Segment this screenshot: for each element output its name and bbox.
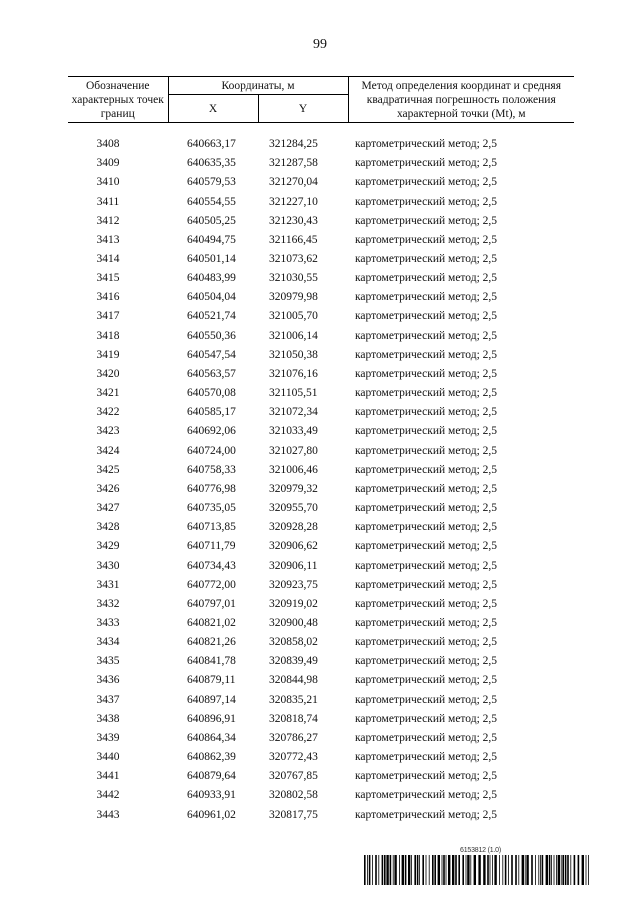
y-coordinate-cell: 321284,25 <box>269 138 318 151</box>
x-coordinate-cell: 640758,33 <box>187 463 236 476</box>
method-cell: картометрический метод; 2,5 <box>355 138 498 151</box>
method-cell: картометрический метод; 2,5 <box>355 578 498 591</box>
point-id-cell: 3436 <box>96 674 120 687</box>
method-cell: картометрический метод; 2,5 <box>355 310 498 323</box>
y-coordinate-cell: 321072,34 <box>269 406 318 419</box>
point-id-cell: 3439 <box>96 731 120 744</box>
x-coordinate-cell: 640554,55 <box>187 195 236 208</box>
y-coordinate-cell: 320818,74 <box>269 712 318 725</box>
y-coordinate-cell: 321270,04 <box>269 176 318 189</box>
y-coordinate-cell: 320979,32 <box>269 482 318 495</box>
y-coordinate-cell: 321227,10 <box>269 195 318 208</box>
table-row <box>68 442 574 461</box>
y-coordinate-cell: 321006,14 <box>269 329 318 342</box>
point-id-cell: 3410 <box>96 176 120 189</box>
x-coordinate-cell: 640635,35 <box>187 157 236 170</box>
table-row <box>68 786 574 805</box>
point-id-cell: 3427 <box>96 502 120 515</box>
point-id-cell: 3419 <box>96 348 120 361</box>
x-coordinate-cell: 640563,57 <box>187 367 236 380</box>
x-coordinate-cell: 640570,08 <box>187 387 236 400</box>
y-coordinate-cell: 320786,27 <box>269 731 318 744</box>
x-coordinate-cell: 640735,05 <box>187 502 236 515</box>
table-row <box>68 403 574 422</box>
y-coordinate-cell: 321033,49 <box>269 425 318 438</box>
x-coordinate-cell: 640579,53 <box>187 176 236 189</box>
x-coordinate-cell: 640734,43 <box>187 559 236 572</box>
y-coordinate-cell: 320858,02 <box>269 636 318 649</box>
table-row <box>68 231 574 250</box>
method-cell: картометрический метод; 2,5 <box>355 789 498 802</box>
table-row <box>68 307 574 326</box>
x-coordinate-cell: 640724,00 <box>187 444 236 457</box>
point-id-cell: 3420 <box>96 367 120 380</box>
x-coordinate-cell: 640821,26 <box>187 636 236 649</box>
y-coordinate-cell: 320839,49 <box>269 655 318 668</box>
point-id-cell: 3417 <box>96 310 120 323</box>
method-cell: картометрический метод; 2,5 <box>355 348 498 361</box>
method-cell: картометрический метод; 2,5 <box>355 272 498 285</box>
header-point-id: Обозначение характерных точек границ <box>68 77 168 123</box>
y-coordinate-cell: 321166,45 <box>269 233 318 246</box>
table-row <box>68 269 574 288</box>
table-row <box>68 499 574 518</box>
y-coordinate-cell: 320767,85 <box>269 770 318 783</box>
method-cell: картометрический метод; 2,5 <box>355 521 498 534</box>
x-coordinate-cell: 640550,36 <box>187 329 236 342</box>
x-coordinate-cell: 640896,91 <box>187 712 236 725</box>
x-coordinate-cell: 640961,02 <box>187 808 236 821</box>
point-id-cell: 3413 <box>96 233 120 246</box>
method-cell: картометрический метод; 2,5 <box>355 616 498 629</box>
point-id-cell: 3424 <box>96 444 120 457</box>
point-id-cell: 3408 <box>96 138 120 151</box>
y-coordinate-cell: 320906,62 <box>269 540 318 553</box>
point-id-cell: 3423 <box>96 425 120 438</box>
barcode-icon <box>364 855 590 885</box>
table-row <box>68 691 574 710</box>
x-coordinate-cell: 640505,25 <box>187 214 236 227</box>
y-coordinate-cell: 321105,51 <box>269 387 318 400</box>
table-row <box>68 710 574 729</box>
point-id-cell: 3414 <box>96 253 120 266</box>
y-coordinate-cell: 321006,46 <box>269 463 318 476</box>
table-row <box>68 365 574 384</box>
x-coordinate-cell: 640797,01 <box>187 597 236 610</box>
method-cell: картометрический метод; 2,5 <box>355 540 498 553</box>
x-coordinate-cell: 640504,04 <box>187 291 236 304</box>
y-coordinate-cell: 320802,58 <box>269 789 318 802</box>
x-coordinate-cell: 640483,99 <box>187 272 236 285</box>
y-coordinate-cell: 320979,98 <box>269 291 318 304</box>
y-coordinate-cell: 321073,62 <box>269 253 318 266</box>
coordinates-table <box>68 76 574 825</box>
header-coordinates: Координаты, м <box>168 77 348 95</box>
point-id-cell: 3429 <box>96 540 120 553</box>
table-row <box>68 173 574 192</box>
point-id-cell: 3421 <box>96 387 120 400</box>
x-coordinate-cell: 640494,75 <box>187 233 236 246</box>
header-y: Y <box>258 95 348 123</box>
header-method: Метод определения координат и средняя квадратичная погрешность положения характерной точки (Mt), м <box>348 77 574 123</box>
x-coordinate-cell: 640521,74 <box>187 310 236 323</box>
table-row <box>68 556 574 575</box>
table-row <box>68 805 574 824</box>
y-coordinate-cell: 321050,38 <box>269 348 318 361</box>
x-coordinate-cell: 640713,85 <box>187 521 236 534</box>
point-id-cell: 3435 <box>96 655 120 668</box>
table-row <box>68 518 574 537</box>
y-coordinate-cell: 320772,43 <box>269 751 318 764</box>
method-cell: картометрический метод; 2,5 <box>355 291 498 304</box>
point-id-cell: 3426 <box>96 482 120 495</box>
y-coordinate-cell: 320817,75 <box>269 808 318 821</box>
y-coordinate-cell: 320955,70 <box>269 502 318 515</box>
table-row <box>68 123 574 155</box>
x-coordinate-cell: 640692,06 <box>187 425 236 438</box>
y-coordinate-cell: 321287,58 <box>269 157 318 170</box>
y-coordinate-cell: 320835,21 <box>269 693 318 706</box>
point-id-cell: 3434 <box>96 636 120 649</box>
y-coordinate-cell: 320928,28 <box>269 521 318 534</box>
table-row <box>68 633 574 652</box>
method-cell: картометрический метод; 2,5 <box>355 770 498 783</box>
y-coordinate-cell: 320906,11 <box>269 559 318 572</box>
table-row <box>68 576 574 595</box>
table-row <box>68 250 574 269</box>
point-id-cell: 3409 <box>96 157 120 170</box>
table-body <box>68 123 574 825</box>
y-coordinate-cell: 321030,55 <box>269 272 318 285</box>
x-coordinate-cell: 640772,00 <box>187 578 236 591</box>
x-coordinate-cell: 640841,78 <box>187 655 236 668</box>
method-cell: картометрический метод; 2,5 <box>355 195 498 208</box>
x-coordinate-cell: 640862,39 <box>187 751 236 764</box>
x-coordinate-cell: 640821,02 <box>187 616 236 629</box>
table-row <box>68 346 574 365</box>
table-row <box>68 729 574 748</box>
point-id-cell: 3411 <box>96 195 120 208</box>
y-coordinate-cell: 320919,02 <box>269 597 318 610</box>
y-coordinate-cell: 321005,70 <box>269 310 318 323</box>
point-id-cell: 3431 <box>96 578 120 591</box>
method-cell: картометрический метод; 2,5 <box>355 425 498 438</box>
point-id-cell: 3430 <box>96 559 120 572</box>
point-id-cell: 3415 <box>96 272 120 285</box>
point-id-cell: 3442 <box>96 789 120 802</box>
table-row <box>68 595 574 614</box>
y-coordinate-cell: 320923,75 <box>269 578 318 591</box>
table-row <box>68 192 574 211</box>
document-code: 6153812 (1.0) <box>460 847 501 854</box>
method-cell: картометрический метод; 2,5 <box>355 482 498 495</box>
point-id-cell: 3437 <box>96 693 120 706</box>
y-coordinate-cell: 321027,80 <box>269 444 318 457</box>
x-coordinate-cell: 640933,91 <box>187 789 236 802</box>
x-coordinate-cell: 640711,79 <box>187 540 236 553</box>
method-cell: картометрический метод; 2,5 <box>355 655 498 668</box>
method-cell: картометрический метод; 2,5 <box>355 731 498 744</box>
table-row <box>68 537 574 556</box>
method-cell: картометрический метод; 2,5 <box>355 406 498 419</box>
method-cell: картометрический метод; 2,5 <box>355 712 498 725</box>
point-id-cell: 3433 <box>96 616 120 629</box>
method-cell: картометрический метод; 2,5 <box>355 693 498 706</box>
method-cell: картометрический метод; 2,5 <box>355 597 498 610</box>
point-id-cell: 3428 <box>96 521 120 534</box>
table-row <box>68 422 574 441</box>
table-row <box>68 671 574 690</box>
method-cell: картометрический метод; 2,5 <box>355 176 498 189</box>
table-row <box>68 384 574 403</box>
method-cell: картометрический метод; 2,5 <box>355 214 498 227</box>
method-cell: картометрический метод; 2,5 <box>355 463 498 476</box>
y-coordinate-cell: 321076,16 <box>269 367 318 380</box>
method-cell: картометрический метод; 2,5 <box>355 329 498 342</box>
table-row <box>68 767 574 786</box>
table-row <box>68 212 574 231</box>
x-coordinate-cell: 640547,54 <box>187 348 236 361</box>
x-coordinate-cell: 640663,17 <box>187 138 236 151</box>
table-row <box>68 480 574 499</box>
method-cell: картометрический метод; 2,5 <box>355 751 498 764</box>
x-coordinate-cell: 640864,34 <box>187 731 236 744</box>
table-row <box>68 154 574 173</box>
y-coordinate-cell: 321230,43 <box>269 214 318 227</box>
point-id-cell: 3418 <box>96 329 120 342</box>
method-cell: картометрический метод; 2,5 <box>355 502 498 515</box>
table-row <box>68 288 574 307</box>
method-cell: картометрический метод; 2,5 <box>355 253 498 266</box>
table-row <box>68 327 574 346</box>
method-cell: картометрический метод; 2,5 <box>355 674 498 687</box>
table-row <box>68 748 574 767</box>
table-row <box>68 461 574 480</box>
y-coordinate-cell: 320900,48 <box>269 616 318 629</box>
method-cell: картометрический метод; 2,5 <box>355 157 498 170</box>
page-number: 99 <box>313 37 327 52</box>
method-cell: картометрический метод; 2,5 <box>355 559 498 572</box>
method-cell: картометрический метод; 2,5 <box>355 808 498 821</box>
x-coordinate-cell: 640879,64 <box>187 770 236 783</box>
method-cell: картометрический метод; 2,5 <box>355 444 498 457</box>
y-coordinate-cell: 320844,98 <box>269 674 318 687</box>
point-id-cell: 3432 <box>96 597 120 610</box>
point-id-cell: 3443 <box>96 808 120 821</box>
table-row <box>68 652 574 671</box>
method-cell: картометрический метод; 2,5 <box>355 387 498 400</box>
point-id-cell: 3422 <box>96 406 120 419</box>
x-coordinate-cell: 640776,98 <box>187 482 236 495</box>
table-row <box>68 614 574 633</box>
point-id-cell: 3425 <box>96 463 120 476</box>
x-coordinate-cell: 640585,17 <box>187 406 236 419</box>
x-coordinate-cell: 640879,11 <box>187 674 236 687</box>
point-id-cell: 3416 <box>96 291 120 304</box>
point-id-cell: 3438 <box>96 712 120 725</box>
point-id-cell: 3412 <box>96 214 120 227</box>
point-id-cell: 3441 <box>96 770 120 783</box>
method-cell: картометрический метод; 2,5 <box>355 367 498 380</box>
method-cell: картометрический метод; 2,5 <box>355 233 498 246</box>
x-coordinate-cell: 640501,14 <box>187 253 236 266</box>
point-id-cell: 3440 <box>96 751 120 764</box>
header-x: X <box>168 95 258 123</box>
x-coordinate-cell: 640897,14 <box>187 693 236 706</box>
method-cell: картометрический метод; 2,5 <box>355 636 498 649</box>
